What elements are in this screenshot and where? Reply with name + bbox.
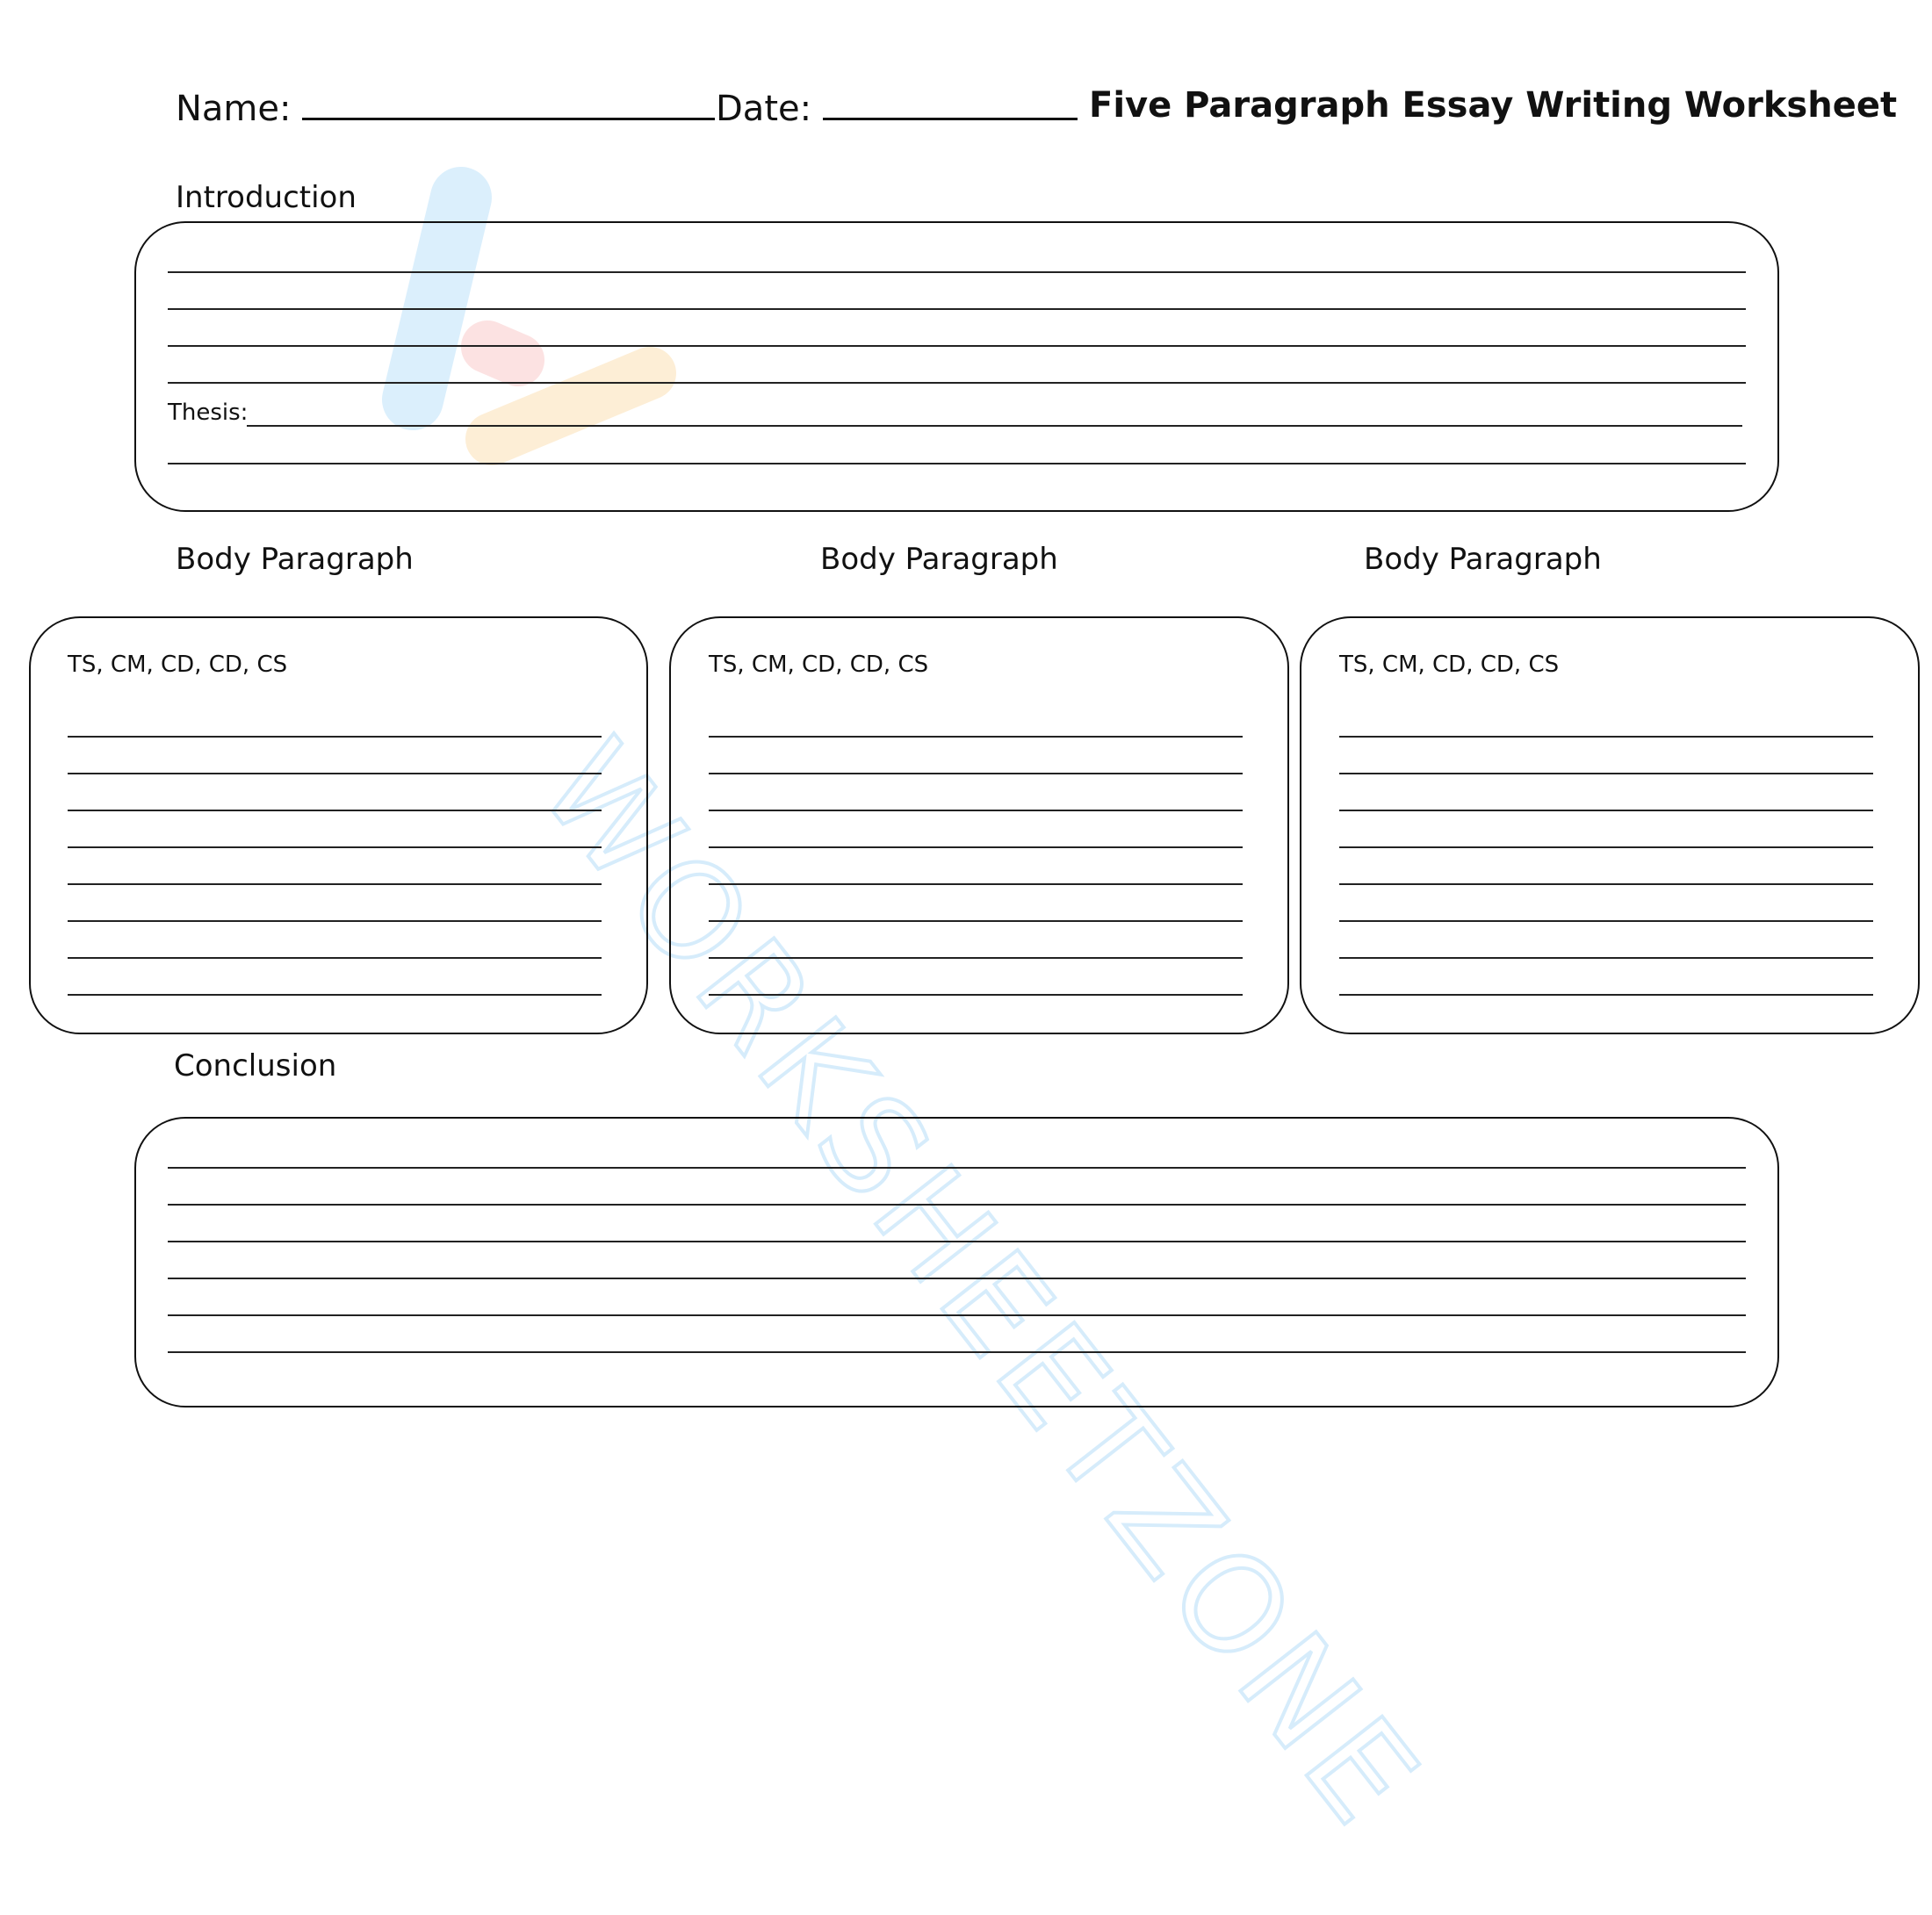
writing-line xyxy=(68,736,602,738)
sentence-codes: TS, CM, CD, CD, CS xyxy=(709,652,929,678)
name-field[interactable] xyxy=(302,88,715,120)
writing-line xyxy=(709,920,1243,922)
watermark-text: WORKSHEETZONE xyxy=(510,714,1451,1858)
writing-line xyxy=(168,308,1746,310)
writing-line xyxy=(68,883,602,885)
name-row xyxy=(176,88,715,129)
writing-line xyxy=(709,773,1243,774)
writing-line xyxy=(168,1241,1746,1242)
writing-line xyxy=(709,846,1243,848)
thesis-label: Thesis: xyxy=(168,400,249,426)
conclusion-box[interactable] xyxy=(134,1117,1779,1407)
writing-line xyxy=(168,1278,1746,1279)
writing-line xyxy=(709,810,1243,811)
writing-line xyxy=(68,994,602,996)
writing-line xyxy=(1339,736,1873,738)
writing-line xyxy=(709,994,1243,996)
body-paragraph-3-label: Body Paragraph xyxy=(1364,542,1602,577)
writing-line xyxy=(1339,846,1873,848)
writing-line xyxy=(709,957,1243,959)
writing-line xyxy=(68,773,602,774)
writing-line xyxy=(709,736,1243,738)
writing-line xyxy=(1339,810,1873,811)
writing-line xyxy=(1339,994,1873,996)
writing-line xyxy=(68,957,602,959)
writing-line xyxy=(1339,957,1873,959)
writing-line xyxy=(1339,883,1873,885)
writing-line xyxy=(68,920,602,922)
sentence-codes: TS, CM, CD, CD, CS xyxy=(1339,652,1560,678)
writing-line xyxy=(1339,773,1873,774)
writing-line xyxy=(68,810,602,811)
thesis-line xyxy=(247,425,1742,427)
writing-line xyxy=(168,1314,1746,1316)
writing-line xyxy=(709,883,1243,885)
writing-line xyxy=(168,1167,1746,1169)
date-field[interactable] xyxy=(823,88,1078,120)
body-paragraph-1-label: Body Paragraph xyxy=(176,542,414,577)
name-label: Name: xyxy=(176,89,292,129)
body-paragraph-2-box[interactable] xyxy=(669,616,1289,1034)
sentence-codes: TS, CM, CD, CD, CS xyxy=(68,652,288,678)
writing-line xyxy=(168,382,1746,384)
date-label: Date: xyxy=(716,89,812,129)
writing-line xyxy=(168,1351,1746,1353)
conclusion-label: Conclusion xyxy=(174,1048,337,1083)
writing-line xyxy=(1339,920,1873,922)
introduction-label: Introduction xyxy=(176,180,357,215)
writing-line xyxy=(68,846,602,848)
writing-line xyxy=(168,463,1746,464)
date-row xyxy=(716,88,1078,129)
page-title: Five Paragraph Essay Writing Worksheet xyxy=(1089,85,1898,126)
body-paragraph-2-label: Body Paragraph xyxy=(820,542,1058,577)
body-paragraph-1-box[interactable] xyxy=(29,616,648,1034)
writing-line xyxy=(168,271,1746,273)
introduction-box[interactable] xyxy=(134,221,1779,512)
writing-line xyxy=(168,1204,1746,1206)
writing-line xyxy=(168,345,1746,347)
body-paragraph-3-box[interactable] xyxy=(1300,616,1920,1034)
